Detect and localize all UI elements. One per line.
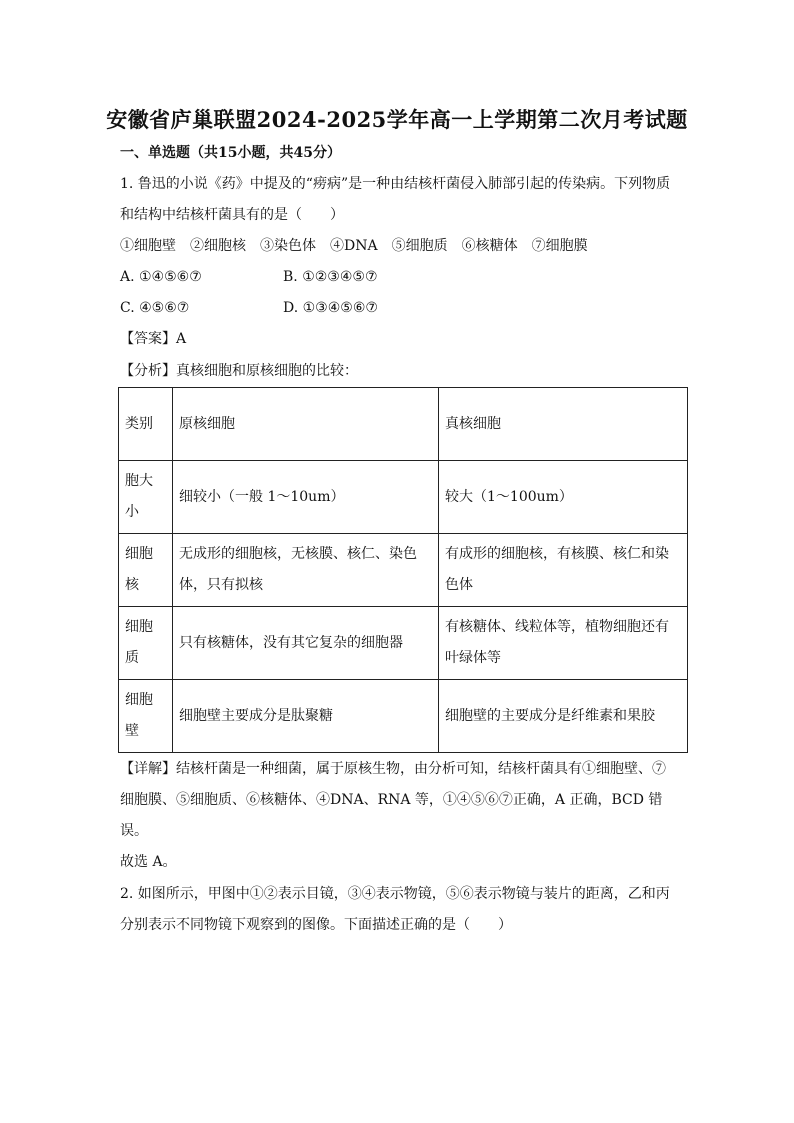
- table-row: [119, 534, 688, 607]
- q2-stem-line1: 2. 如图所示，甲图中①②表示目镜，③④表示物镜，⑤⑥表示物镜与装片的距离，乙和丙: [120, 886, 670, 902]
- table-header-cell: 类别: [119, 388, 173, 461]
- table-cell: 有成形的细胞核，有核膜、核仁和染色体: [439, 534, 688, 607]
- q1-detail-line3: 误。: [120, 823, 148, 839]
- table-row: [119, 607, 688, 680]
- table-cell: 无成形的细胞核，无核膜、核仁、染色体，只有拟核: [173, 534, 439, 607]
- q1-stem-line1: 1. 鲁迅的小说《药》中提及的“痨病”是一种由结核杆菌侵入肺部引起的传染病。下列物质: [120, 176, 671, 192]
- q1-option-a: A. ①④⑤⑥⑦: [120, 269, 202, 285]
- section-heading: 一、单选题（共15小题，共45分）: [120, 145, 341, 161]
- table-cell: 细胞壁主要成分是肽聚糖: [173, 680, 439, 753]
- table-cell: 较大（1～100um）: [439, 461, 688, 534]
- table-cell: 细胞质: [119, 607, 173, 680]
- q1-stem-line2: 和结构中结核杆菌具有的是（ ）: [120, 207, 344, 223]
- table-row: [119, 461, 688, 534]
- q1-detail-line2: 细胞膜、⑤细胞质、⑥核糖体、④DNA、RNA 等，①④⑤⑥⑦正确，A 正确，BCD 错: [120, 792, 663, 808]
- page-title: 安徽省庐巢联盟2024-2025学年高一上学期第二次月考试题: [106, 107, 688, 132]
- q1-analysis: 【分析】真核细胞和原核细胞的比较：: [120, 363, 358, 379]
- q1-option-b: B. ①②③④⑤⑦: [283, 269, 378, 285]
- table-row: [119, 680, 688, 753]
- table-cell: 细胞核: [119, 534, 173, 607]
- q1-option-c: C. ④⑤⑥⑦: [120, 300, 190, 316]
- table-cell: 细胞壁: [119, 680, 173, 753]
- table-header-row: [119, 388, 688, 461]
- table-cell: 细较小（一般 1～10um）: [173, 461, 439, 534]
- table-cell: 有核糖体、线粒体等，植物细胞还有叶绿体等: [439, 607, 688, 680]
- q1-answer: 【答案】A: [120, 331, 187, 347]
- table-header-cell: 真核细胞: [439, 388, 688, 461]
- table-cell: 只有核糖体，没有其它复杂的细胞器: [173, 607, 439, 680]
- q1-option-d: D. ①③④⑤⑥⑦: [283, 300, 378, 316]
- table-cell: 细胞壁的主要成分是纤维素和果胶: [439, 680, 688, 753]
- q1-items: ①细胞壁 ②细胞核 ③染色体 ④DNA ⑤细胞质 ⑥核糖体 ⑦细胞膜: [120, 238, 588, 254]
- table-cell: 胞大小: [119, 461, 173, 534]
- q1-detail-line1: 【详解】结核杆菌是一种细菌，属于原核生物，由分析可知，结核杆菌具有①细胞壁、⑦: [120, 761, 666, 777]
- q2-stem-line2: 分别表示不同物镜下观察到的图像。下面描述正确的是（ ）: [120, 917, 512, 933]
- q1-conclusion: 故选 A。: [120, 854, 177, 870]
- comparison-table: [118, 387, 688, 753]
- table-header-cell: 原核细胞: [173, 388, 439, 461]
